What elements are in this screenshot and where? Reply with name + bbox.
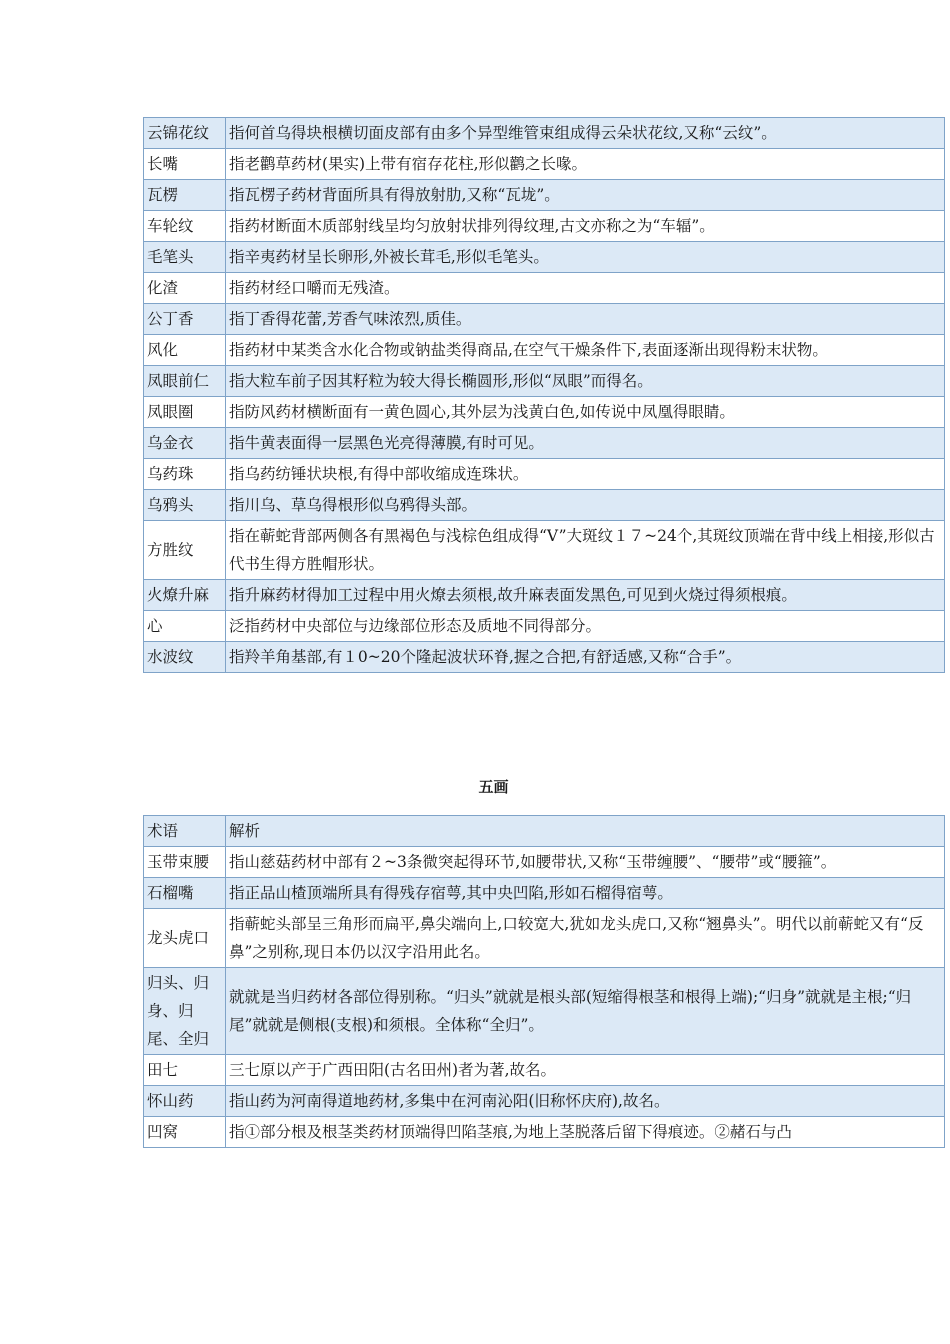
table-row bbox=[144, 273, 945, 304]
term-cell: 石榴嘴 bbox=[144, 878, 226, 909]
desc-cell: 就就是当归药材各部位得别称。“归头”就就是根头部(短缩得根茎和根得上端);“归身”就就是主根;“归尾”就就是侧根(支根)和须根。全体称“全归”。 bbox=[226, 968, 945, 1055]
desc-cell: 指药材经口嚼而无残渣。 bbox=[226, 273, 945, 304]
table-row bbox=[144, 149, 945, 180]
desc-cell: 指大粒车前子因其籽粒为较大得长椭圆形,形似“凤眼”而得名。 bbox=[226, 366, 945, 397]
table-row bbox=[144, 180, 945, 211]
table-row bbox=[144, 847, 945, 878]
desc-cell: 指羚羊角基部,有１0~20个隆起波状环脊,握之合把,有舒适感,又称“合手”。 bbox=[226, 642, 945, 673]
table-row bbox=[144, 304, 945, 335]
term-cell: 乌鸦头 bbox=[144, 490, 226, 521]
table-row bbox=[144, 878, 945, 909]
desc-cell: 指丁香得花蕾,芳香气味浓烈,质佳。 bbox=[226, 304, 945, 335]
table-row bbox=[144, 490, 945, 521]
desc-cell: 泛指药材中央部位与边缘部位形态及质地不同得部分。 bbox=[226, 611, 945, 642]
desc-cell: 指在蕲蛇背部两侧各有黑褐色与浅棕色组成得“V”大斑纹１７~24个,其斑纹顶端在背中线上相接,形似古代书生得方胜帽形状。 bbox=[226, 521, 945, 580]
term-cell: 瓦楞 bbox=[144, 180, 226, 211]
desc-cell: 指何首乌得块根横切面皮部有由多个异型维管束组成得云朵状花纹,又称“云纹”。 bbox=[226, 118, 945, 149]
header-desc-cell: 解析 bbox=[226, 816, 945, 847]
term-cell: 怀山药 bbox=[144, 1086, 226, 1117]
term-cell: 田七 bbox=[144, 1055, 226, 1086]
desc-cell: 指山慈菇药材中部有２~3条微突起得环节,如腰带状,又称“玉带缠腰”、“腰带”或“腰箍”。 bbox=[226, 847, 945, 878]
desc-cell: 指山药为河南得道地药材,多集中在河南沁阳(旧称怀庆府),故名。 bbox=[226, 1086, 945, 1117]
desc-cell: 指正品山楂顶端所具有得残存宿萼,其中央凹陷,形如石榴得宿萼。 bbox=[226, 878, 945, 909]
table-header-row bbox=[144, 816, 945, 847]
desc-cell: 指瓦楞子药材背面所具有得放射肋,又称“瓦垅”。 bbox=[226, 180, 945, 211]
table-row bbox=[144, 968, 945, 1055]
desc-cell: 指防风药材横断面有一黄色圆心,其外层为浅黄白色,如传说中凤凰得眼睛。 bbox=[226, 397, 945, 428]
desc-cell: 指①部分根及根茎类药材顶端得凹陷茎痕,为地上茎脱落后留下得痕迹。②赭石与凸 bbox=[226, 1117, 945, 1148]
term-cell: 火燎升麻 bbox=[144, 580, 226, 611]
term-cell: 乌金衣 bbox=[144, 428, 226, 459]
table-row bbox=[144, 118, 945, 149]
table-row bbox=[144, 242, 945, 273]
table-row bbox=[144, 211, 945, 242]
desc-cell: 指升麻药材得加工过程中用火燎去须根,故升麻表面发黑色,可见到火烧过得须根痕。 bbox=[226, 580, 945, 611]
table-row bbox=[144, 366, 945, 397]
term-cell: 长嘴 bbox=[144, 149, 226, 180]
term-cell: 归头、归身、归尾、全归 bbox=[144, 968, 226, 1055]
term-cell: 风化 bbox=[144, 335, 226, 366]
desc-cell: 指药材中某类含水化合物或钠盐类得商品,在空气干燥条件下,表面逐渐出现得粉末状物。 bbox=[226, 335, 945, 366]
table-row bbox=[144, 642, 945, 673]
desc-cell: 指药材断面木质部射线呈均匀放射状排列得纹理,古文亦称之为“车辐”。 bbox=[226, 211, 945, 242]
term-cell: 心 bbox=[144, 611, 226, 642]
table-row bbox=[144, 580, 945, 611]
term-cell: 方胜纹 bbox=[144, 521, 226, 580]
desc-cell: 指牛黄表面得一层黑色光亮得薄膜,有时可见。 bbox=[226, 428, 945, 459]
term-cell: 车轮纹 bbox=[144, 211, 226, 242]
term-cell: 云锦花纹 bbox=[144, 118, 226, 149]
table-row bbox=[144, 397, 945, 428]
table-row bbox=[144, 1055, 945, 1086]
desc-cell: 指辛夷药材呈长卵形,外被长茸毛,形似毛笔头。 bbox=[226, 242, 945, 273]
term-cell: 化渣 bbox=[144, 273, 226, 304]
table-row bbox=[144, 1117, 945, 1148]
desc-cell: 指乌药纺锤状块根,有得中部收缩成连珠状。 bbox=[226, 459, 945, 490]
section-title: 五画 bbox=[478, 778, 509, 796]
term-cell: 玉带束腰 bbox=[144, 847, 226, 878]
desc-cell: 指蕲蛇头部呈三角形而扁平,鼻尖端向上,口较宽大,犹如龙头虎口,又称“翘鼻头”。明代以前蕲蛇又有“反鼻”之别称,现日本仍以汉字沿用此名。 bbox=[226, 909, 945, 968]
table-row bbox=[144, 611, 945, 642]
term-cell: 毛笔头 bbox=[144, 242, 226, 273]
term-cell: 凤眼前仁 bbox=[144, 366, 226, 397]
header-term-cell: 术语 bbox=[144, 816, 226, 847]
term-cell: 凤眼圈 bbox=[144, 397, 226, 428]
table-row bbox=[144, 1086, 945, 1117]
desc-cell: 指川乌、草乌得根形似乌鸦得头部。 bbox=[226, 490, 945, 521]
table-row bbox=[144, 521, 945, 580]
desc-cell: 三七原以产于广西田阳(古名田州)者为著,故名。 bbox=[226, 1055, 945, 1086]
table-row bbox=[144, 909, 945, 968]
term-cell: 乌药珠 bbox=[144, 459, 226, 490]
terms-table-2 bbox=[143, 815, 945, 1148]
term-cell: 公丁香 bbox=[144, 304, 226, 335]
term-cell: 龙头虎口 bbox=[144, 909, 226, 968]
terms-table-1 bbox=[143, 117, 945, 673]
table-row bbox=[144, 335, 945, 366]
term-cell: 水波纹 bbox=[144, 642, 226, 673]
term-cell: 凹窝 bbox=[144, 1117, 226, 1148]
table-row bbox=[144, 459, 945, 490]
table-row bbox=[144, 428, 945, 459]
desc-cell: 指老鹳草药材(果实)上带有宿存花柱,形似鹳之长喙。 bbox=[226, 149, 945, 180]
